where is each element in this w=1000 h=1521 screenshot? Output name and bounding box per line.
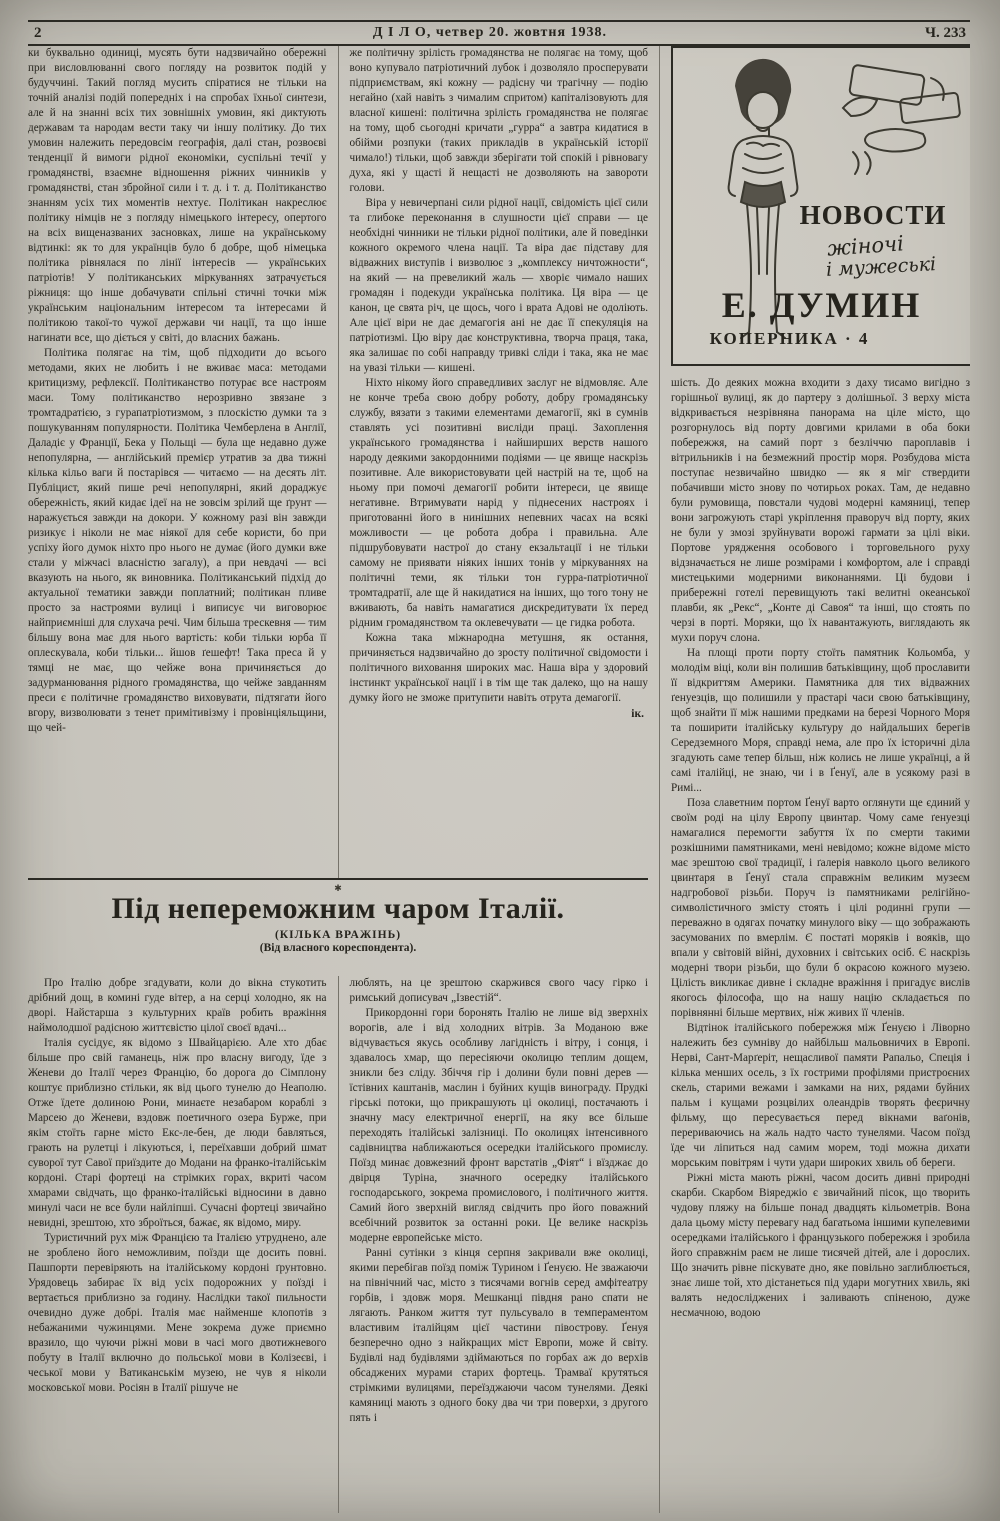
article-paragraph: Прикордонні гори боронять Італію не лише від зверхніх ворогів, але і від холодних вітрів. За Моданою вже відчувається якусь особливу лагідність і вітру, і сонця, і здавалось хмар, що пересіяючи околицю теплим дощем, зникли без сліду. Збіччя гір і долини були повні дерев — їстівних каштанів, маслин і буйних кущів винограду. Прудкі гірські потоки, що прикрашують ці околиці, постачають і значну масу електричної енергії, на яку все більше переходять італійські залізниці. По околицях інтенсивного садівництва наближаються осередки італійського промислу. Поїзд минає довжезний фронт варстатів „Фіят“ і вїзджає до двірця Туріна, значного осередку італійського господарського, зокрема промислового, і політичного життя. Самий його зверхній вигляд свідчить про його поважний всебічний розвиток за останні роки. Це велике наскрізь модерне европейське місто. xyxy=(349,1006,648,1244)
masthead: Д І Л О, четвер 20. жовтня 1938. xyxy=(372,25,608,40)
ad-address: КОПЕРНИКА · 4 xyxy=(709,329,870,348)
article2-kicker: (КІЛЬКА ВРАЖІНЬ) xyxy=(274,928,402,941)
article2-headline: Під непереможним чаром Італії. xyxy=(111,891,565,925)
page-content xyxy=(28,46,970,1513)
article-paragraph: Політика полягає на тім, щоб підходити до всього методами, яких не любить і не вживає маса: методами критицизму, рефлексії. Політиканство потурає все настроям маси. Тому політиканство нерозривно звязане з тромтадратією, з гурапатріотизмом, з плоскістю думки та з пошукуванням популярности. Політика Чемберлена в Англії, Даладіє у Франції, Бека у Польщі — була ще недавно дуже непопулярна, — англійський премієр утратив за два тижні кілька кільо ваги й постарівся — читаємо — на десять літ. Публіцист, який пише речі непопулярні, який дораджує обережність, який кидає ідеї на не зовсім зрілий ще ґрунт — наражується завжди на докори. У кожному разі він завжди ризикує і ніколи не має ніякої для себе користи, бо при успіху його думок ніхто про нього не думає (його думки вже стали у міжчасі власністю загалу), а при невдачі — всі вказують на нього, як виновника. Політиканський підхід до актуальної тематики завжди поплатний; політикан пливе просто за настроями вулиці і виписує чи виговорює найприємніші для слухача речі. Чим більша трескевня — тим більшу вона має для нього вартість: коби тільки юрба її оплескувала, коби тільки... йшов ґешефт! Така преса й у тямці не має, що чейже вона причиняється до задурманювання рідного громадянства, що чейже завданням преси є політичне громадянство виховувати, підтягати його вгору, визволювати з тенет примітивізму і провінціяльщини, що чей- xyxy=(28,347,327,734)
article-paragraph: люблять, на це зрештою скаржився свого часу гірко і римський дописувач „Ізвестій“. xyxy=(349,976,648,1004)
article-paragraph: Віра у невичерпані сили рідної нації, свідомість цієї сили та глибоке переконання в слушности цієї справи — це необхідні чинники не тільки рідної політики, але й поведінки кожного окремого члена нації. Та віра дає підставу для відважних виступів і визволює з „комплексу ничтожности“, на який — на превеликий жаль — хворіє чимало наших громадян і подекуди українська політика. Ця віра — це канон, це свята річ, це щось, чого і врата Адові не одоліють. Але цієї віри не дає демагогія ані не дає її спекуляція на патріотизмі. Цю віру дає конструктивна, творча праця, така, яка залишає по собі направду тривкі сліди і така, яка не має на увазі тільки — кишені. xyxy=(349,197,648,374)
article-paragraph: Поза славетним портом Ґенуї варто оглянути ще єдиний у своїм роді на цілу Европу цвинтар. Чому саме ґенуезці намагалися перемогти забуття їх по смерти такими розкішними памятниками, мені невідомо; кожне відоме місто має зрештою свої традиції, і ґалерія навколо цього великого цвинтаря в Ґенуї стала справжнім великим музеєм надгробової різьби. Поруч із памятниками релігійно-символістичного змісту стоять і цілі родинні групи — переважно в одягах початку минулого віку — що зображають засумованих по вмерлім. Є постаті моряків і вояків, що впали у світовій війні, духовних і світських осіб. Є наскрізь модерні твори різьби, що були б окрасою кожного музею. Цілість викликає дивне і складне вражіння і пригадує вислів якогось філософа, що на нашу націю складається по порівнянні більше мертвих, ніж живих її членів. xyxy=(671,797,970,1019)
ad-novosti-text: НОВОСТИ xyxy=(799,200,947,230)
article-paragraph: Про Італію добре згадувати, коли до вікна стукотить дрібний дощ, в комині гуде вітер, а на серці холодно, як на дворі. Найстарша з культурних країв робить вражіння наймолодшої радісною життєвістю цілої своєї вдачі... xyxy=(28,976,327,1034)
article-paragraph: ки буквально одиниці, мусять бути надзвичайно обережні при висловлюванні свого погляду на розвиток подій у будуччині. Такий погляд мусить спіратися не тільки на точній аналізі подій попередніх і на спробах їхньої синтези, але й на знанні всіх тих зовнішніх умовин, які диктують державам та народам вести таку чи іншу політику. До тих умовин належить передовсім географія, далі стан, розвоєві тенденції й вимоги рідної економіки, суспільні течії у громадянстві, взаємне відношення ріжних чинників у громадянстві, стан збройної сили і т. д. і т. д. Політиканство знанням усіх тих моментів нехтує. Політикан накреслює політику німців не з погляду німецького інтересу, опертого на всіх вищеназваних засновках, лише на українському відтинкі: як то для українців було б добре, щоб німецька політика рівнялася по лінії інтересів — українських патріотів! У політиканських міркуваннях затрачується ріжниця: що інше добачувати спільні стичні точки між українським національним інтересом та інтересами й політикою такої-то чужої держави чи нації, та що інше нагинати все, що діється у світі, до власних бажань. xyxy=(28,47,327,344)
article-paragraph: На площі проти порту стоїть памятник Кольомба, у молодім віці, коли він полишив батьківщину, щоб прославити її відкриттям Америки. Памятника для тих відважних ґенуезців, що полишили у прастарі часи свою батьківщину, щоб знайти її між нашими предками на березі Чорного Моря та поширити італійську культуру до найдальших берегів Середземного Моря, справді нема, але про їх історичні діла згадують саме тепер більш, ніж колись не лише українці, а й самі італійці, не знаю, чи і в Ґенуї, але в усякому разі в Римі... xyxy=(671,647,970,794)
article1-col2 xyxy=(338,46,649,878)
article-paragraph: шість. До деяких можна входити з даху тисамо вигідно з горішньої вулиці, як до партеру з долішньої. З верху міста відкривається незрівняна панорама на ціле місто, що розгорнулось від порту довгими крилами в оба боки побережжя, на самий порт з безліччю пароплавів і вітрильників і на безмежний простір моря. Розбудова міста поступає незвичайно швидко — як я міг ствердити побачивши місто знову по чотирьох роках. Там, де недавно були румовища, повстали чудові модерні камяниці, тепер вони загрожують старі укріплення праворуч від порту, яких не були у змозі зруйнувати ворожі гармати за цілі віки. Портове урядження особового і торговельного руху відзначається не лише розмірами і комфортом, але і справді мистецькими модерними виконаннями. Ці будови і прибережні готелі перевищують такі велитні океанської плавби, як „Рекс“, „Конте ді Савоя“ та інші, що стоять по черзі в порті. Моряки, що їх навантажують, виглядають як мухи поруч слона. xyxy=(671,377,970,644)
right-column-text xyxy=(671,376,970,1508)
article-signature: ік. xyxy=(631,708,644,720)
right-column xyxy=(659,46,970,1513)
article-paragraph: Ніхто нікому його справедливих заслуг не відмовляє. Але не конче треба свою добру роботу, добру громадянську службу, вязати з такими елементами демагогії, які в сумнів ставлять усі позитивні висліди праці. Захоплення українського громадянства і найширших верств нашого народу деякими закордонними подіями — це явище наскрізь позитивне. Але використовувати цей настрій на те, щоб на ньому при помочі демагогії робити інтереси, це явище негативне. Втримувати нарід у піднесених настроях і приготованні його в нинішних непевних часах на всякі можливости — це робота добра і правильна. Але підшрубовувати настрої до стану екзальтації і не тільки самому не приявати ніяких інших тонів у міркуваннях на політичні теми, як тільки тон гурра-патріотичної тромтадратії, але ще й накидатися на інших, що того тону не вживають, ба навіть намагатися дискредитувати їх перед рідним громадянством та оклевечувати — це гидка робота. xyxy=(349,377,648,629)
ad-merchant-name: Е. ДУМИН xyxy=(721,285,922,325)
article2-col1 xyxy=(28,976,327,1513)
article-paragraph: Ріжні міста мають ріжні, часом досить дивні природні скарби. Скарбом Віяреджіо є звичайний пісок, що творить чудову пляжу на більше понад двадцять кільометрів. Вона дала цьому місту перевагу над багатьома іншими купелевими осередками італійського і французького побережжя і зробила його справжнім раєм не лише тисячей дітей, але і дорослих. Що значить рівне піскувате дно, яке повільно заглиблюється, знає лише той, хто дістанеться під удари могутних хвиль, які валять недосліджених і заливають спіненою, дуже несмачною, водою xyxy=(671,1172,970,1319)
ad-category-women: жіночі xyxy=(826,231,905,261)
article-paragraph: Італія сусідує, як відомо з Швайцарією. Але хто дбає більше про свій гаманець, ніж про власну вигоду, їде з Женеви до Італії через Францію, бо дорога до Сімплону коштує приблизно стільки, як від цього тунелю до Неаполю. Отже їдете долиною Рони, минаєте незабаром кораблі з Марсею до Женеви, вздовж поетичного озера Бурже, при якім стоїть гарне місто Екс-ле-бен, де люди бавляться, грають на рулетці і лікуються, і, переїхавши добрий шмат суворої тут Савої приїздите до Модани на франко-італійськім кордоні. Старі фортеці на стрімких горах, вкриті часом хмарами свідчать, що франко-італійські відносини в давно минулі часи не все були найліпші. Сучасні фортеці звичайно невидні, зрештою, хто зброїться, бажає, як відомо, миру. xyxy=(28,1036,327,1229)
article-paragraph: же політичну зрілість громадянства не полягає на тому, щоб воно купувало патріотичний лубок і дозволяло просперувати підприємствам, які кожну — радісну чи трагічну — подію негайно (хай навіть з чималим спритом) капіталізовують для власної кишені: політична зрілість громадянства не полягає на тому, щоб сьогодні кричати „гурра“ а завтра кидатися в обійми розпуки (таких прикладів в українській історії чимало!) тільки, щоб завжди зберігати той спокій і рівновагу духа, які у щасті й нещасті не дозволяють на завороти голови. xyxy=(349,47,648,194)
clothes-illustration xyxy=(843,65,960,174)
page-header xyxy=(28,20,970,46)
article-paragraph: Ранні сутінки з кінця серпня закривали вже околиці, якими перебігав поїзд поміж Турином і Ґенуєю. Не зважаючи на північний час, місто з тисячами вогнів серед амфітеатру горбів, і здовж моря. Мешканці півдня рано спати не лягають. Ранком життя тут пульсувало в темпераментом властивим італійцям цієї частини півострову. Ґенуя безперечно одно з найкращих міст Европи, може й світу. Будівлі над будівлями здіймаються по горбах аж до верхів обсаджених мурами старих фортець. Трамваї крутяться стрімкими вулицями, переїзджаючи часом тунелями. Деякі камяниці мають з одного боку два чи три поверхи, з другого пять і xyxy=(349,1246,648,1424)
article-paragraph: Відтінок італійського побережжя між Ґенуєю і Ліворно належить без сумніву до найбільш мальовничих в Европі. Нерві, Сант-Марґеріт, нещасливої памяти Рапальо, Спеція і кілька менших осель, з їх гострими профілями пристроєних скель, старими вежами і замками на них, рядами буйних пальм і кущами розцвілих олеандрів творять феєричну фільму, що пересувається перед вікнами ваґонів, перериваючись на жаль надто часто тунелями. Часом поїзд їде чи ліпиться над самим морем, тоді можна дихати морським повітрям і чути удари широких хвиль об береги. xyxy=(671,1022,970,1169)
headline-ornament: ✱ xyxy=(334,882,342,893)
article2-headline-block xyxy=(28,878,648,976)
ad-dumyn xyxy=(671,46,970,366)
article1-col1 xyxy=(28,46,327,878)
article1 xyxy=(28,46,648,878)
article-paragraph: Кожна така міжнародна метушня, як остання, причиняється надзвичайно до зросту політичної свідомости і політичного виховання широких мас. Наша віра у здоровий інстинкт української нації і в тім ще так далеко, що на нашу думку його не зможе притупити навіть отрута демагогії. xyxy=(349,632,648,704)
article2-col2 xyxy=(338,976,649,1513)
article2-byline: (Від власного кореспондента). xyxy=(259,941,417,954)
ad-category-men: і мужеські xyxy=(825,253,937,281)
article2-body xyxy=(28,976,648,1513)
left-columns xyxy=(28,46,648,1513)
article-paragraph: Туристичний рух між Францією та Італією утруднено, але не зроблено його неможливим, поїзди ще досить повні. Пашпорти перевіряють на італійському кордоні ґрунтовно. Урядовець забирає їх від усіх подорожних у поїзді і вертається приблизно за годину. Наслідки такої пильности очевидно дуже добрі. Італія має найменше клопотів з небажаними чужинцями. Мене зокрема дуже приємно вразило, що чуючи ріжні мови в часі мого двотижневого побуту в Італії включно до польської мови в Колізеєві, і чеської мови у Ватиканськім музею, не чув я ніколи московської мови. Росіян в Італії рішуче не xyxy=(28,1231,327,1394)
issue-number: Ч. 233 xyxy=(924,24,966,41)
page-number: 2 xyxy=(34,24,42,41)
